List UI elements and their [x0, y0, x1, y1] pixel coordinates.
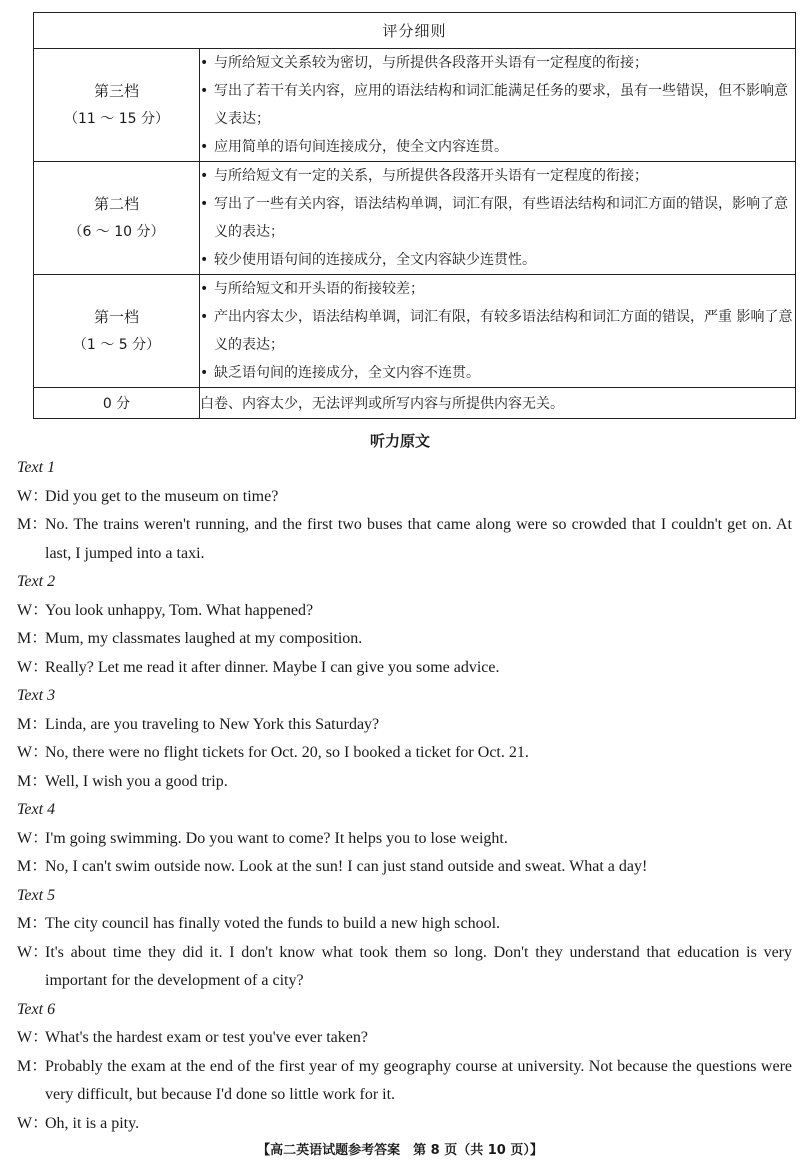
dialogue-line — [17, 483, 792, 512]
utterance-text: What's the hardest exam or test you've ever taken? — [45, 1029, 368, 1046]
dialogue-line — [17, 654, 792, 683]
utterance-text: No, there were no flight tickets for Oct. 20, so I booked a ticket for Oct. 21. — [45, 744, 529, 761]
speaker-label: W： — [17, 943, 49, 961]
utterance-text: No, I can't swim outside now. Look at the sun! I can just stand outside and sweat. What a day! — [45, 858, 648, 875]
level-cell — [34, 49, 200, 162]
utterance-text: The city council has finally voted the funds to build a new high school. — [45, 915, 501, 932]
speaker-label: W： — [17, 601, 49, 619]
text-label: Text 1 — [17, 459, 56, 476]
utterance-text: Well, I wish you a good trip. — [45, 772, 228, 790]
dialogue-line — [17, 597, 792, 626]
utterance-text: You look unhappy, Tom. What happened? — [45, 601, 314, 619]
utterance-text: It's about time they did it. I don't know what took them so long. Don't they understand that education is very important for the development of a city? — [45, 943, 792, 989]
dialogue-line — [17, 511, 792, 568]
level-cell — [34, 162, 200, 275]
level-criteria — [200, 162, 796, 275]
utterance-text: Did you get to the museum on time? — [45, 487, 279, 505]
dialogue-line — [17, 768, 792, 797]
level-criteria — [200, 275, 796, 388]
level-name: 0 分 — [34, 388, 200, 419]
level-criteria — [200, 49, 796, 162]
level-name: 第三档 — [93, 82, 139, 100]
speaker-label: W： — [17, 487, 49, 505]
dialogue-line — [17, 711, 792, 740]
speaker-label: M： — [17, 516, 48, 533]
dialogue-line — [17, 1110, 792, 1139]
speaker-label: W： — [17, 1114, 49, 1132]
page-footer: 【高二英语试题参考答案 第 8 页（共 10 页）】 — [257, 1143, 543, 1158]
utterance-text: Oh, it is a pity. — [45, 1114, 140, 1132]
utterance-text: Linda, are you traveling to New York this Saturday? — [45, 715, 380, 733]
level-cell — [34, 275, 200, 388]
dialogue-line — [17, 825, 792, 854]
text-label: Text 3 — [17, 687, 56, 704]
criterion-item: • 与所给短文有一定的关系，与所提供各段落开头语有一定程度的衔接； — [200, 162, 795, 190]
rubric-header: 评分细则 — [34, 13, 796, 49]
utterance-text: Mum, my classmates laughed at my composition. — [45, 630, 363, 647]
speaker-label: W： — [17, 829, 49, 847]
transcript-title: 听力原文 — [369, 432, 430, 450]
level-range: （1 ～ 5 分） — [72, 337, 161, 353]
criterion-item: • 缺乏语句间的连接成分，全文内容不连贯。 — [200, 359, 795, 387]
speaker-label: M： — [17, 630, 48, 647]
dialogue-line — [17, 625, 792, 654]
speaker-label: M： — [17, 715, 48, 733]
level-name: 第一档 — [93, 308, 139, 326]
criterion-item: • 产出内容太少，语法结构单调，词汇有限，有较多语法结构和词汇方面的错误，严重 影响了意义的表达； — [200, 303, 795, 359]
speaker-label: M： — [17, 1057, 48, 1075]
speaker-label: W： — [17, 744, 49, 761]
rubric-row-level-0 — [34, 388, 796, 419]
dialogue-line — [17, 739, 792, 768]
level-name: 第二档 — [93, 195, 139, 213]
text-label: Text 5 — [17, 886, 56, 904]
criterion-item: • 写出了若干有关内容，应用的语法结构和词汇能满足任务的要求，虽有一些错误，但不影响意义表达； — [200, 77, 795, 133]
dialogue-line — [17, 1024, 792, 1053]
listening-transcript — [17, 454, 792, 1138]
level-criteria: 白卷、内容太少，无法评判或所写内容与所提供内容无关。 — [200, 388, 796, 419]
dialogue-line — [17, 910, 792, 939]
utterance-text: No. The trains weren't running, and the first two buses that came along were so crowded that I couldn't get on. At last, I jumped into a taxi. — [45, 516, 792, 562]
level-range: （11 ～ 15 分） — [64, 111, 169, 127]
rubric-row-level-1 — [34, 275, 796, 388]
criterion-item: • 与所给短文和开头语的衔接较差； — [200, 275, 795, 303]
rubric-row-level-3 — [34, 49, 796, 162]
text-label: Text 6 — [17, 1000, 56, 1018]
level-range: （6 ～ 10 分） — [68, 224, 165, 240]
utterance-text: Really? Let me read it after dinner. Maybe I can give you some advice. — [45, 658, 500, 676]
text-label: Text 2 — [17, 573, 56, 590]
speaker-label: W： — [17, 658, 49, 676]
speaker-label: M： — [17, 915, 48, 932]
dialogue-line — [17, 939, 792, 996]
criterion-item: • 较少使用语句间的连接成分，全文内容缺少连贯性。 — [200, 246, 795, 274]
utterance-text: Probably the exam at the end of the first year of my geography course at university. Not because the questions were very difficult, but because I'd done so little work for it. — [45, 1057, 792, 1103]
criterion-item: • 与所给短文关系较为密切，与所提供各段落开头语有一定程度的衔接； — [200, 49, 795, 77]
text-label: Text 4 — [17, 801, 56, 818]
dialogue-line — [17, 1053, 792, 1110]
rubric-row-level-2 — [34, 162, 796, 275]
criterion-item: • 应用简单的语句间连接成分，使全文内容连贯。 — [200, 133, 795, 161]
speaker-label: W： — [17, 1029, 49, 1046]
criterion-item: • 写出了一些有关内容，语法结构单调，词汇有限，有些语法结构和词汇方面的错误，影响了意义的表达； — [200, 190, 795, 246]
speaker-label: M： — [17, 858, 48, 875]
scoring-rubric-table — [33, 12, 796, 419]
dialogue-line — [17, 853, 792, 882]
speaker-label: M： — [17, 772, 48, 790]
utterance-text: I'm going swimming. Do you want to come? It helps you to lose weight. — [45, 829, 508, 847]
